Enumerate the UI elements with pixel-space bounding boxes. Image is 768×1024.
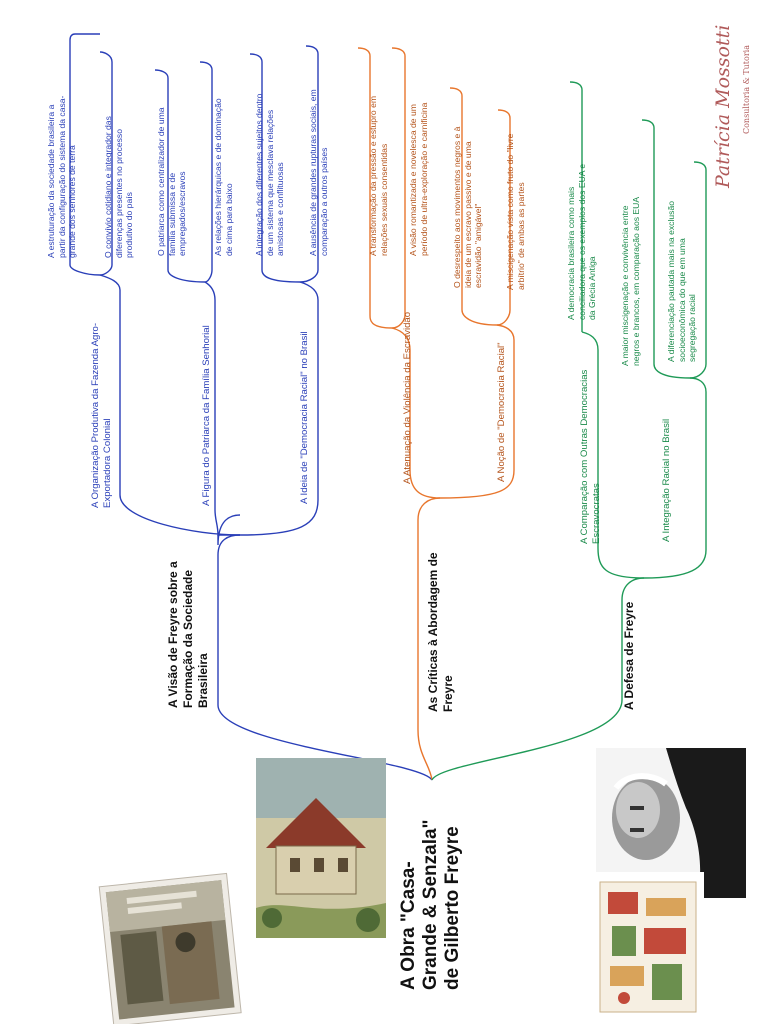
atenuacao-split: [370, 315, 405, 328]
brand-signature: Patrícia Mossotti: [712, 24, 734, 188]
leaf-convivio-cotidiano: O convívio cotidiano e integrador das diferenças presentes no processo produtivo do país: [103, 116, 135, 258]
root-title: A Obra "Casa- Grande & Senzala" de Gilberto Freyre: [398, 819, 463, 990]
line-visao-to-organizacao: [100, 275, 240, 535]
line-organizacao-split: [70, 265, 112, 275]
patriarca-split: [168, 270, 212, 282]
sub-atenuacao-violencia: A Atenuação da Violência da Escravidão: [402, 311, 413, 484]
book-cover-image: [88, 868, 248, 1024]
sub-nocao-democracia-racial: A Noção de "Democracia Racial": [496, 342, 507, 482]
branch-criticas-title: As Críticas à Abordagem de Freyre: [426, 552, 455, 712]
leaf-visao-romantizada: A visão romantizada e novelesca de um período de ultra-exploração e carnificina: [408, 102, 429, 256]
democracia-split: [262, 270, 318, 282]
line-criticas-to-atenuacao: [392, 328, 440, 498]
line-visao-hub: [218, 515, 240, 545]
sub-comparacao-democracias: A Comparação com Outras Democracias Escravocratas: [579, 369, 602, 544]
casa-grande-illustration: [594, 872, 704, 1022]
leaf-diferenciacao-socioeconomica: A diferenciação pautada mais na exclusão socioeconômica do que em uma segregação racial: [666, 201, 698, 362]
line-root-to-visao: [218, 535, 432, 780]
colonial-painting-image: [256, 758, 386, 938]
leaf-democracia-conciliadora: A democracia brasileira como mais conciliadora que os exemplos dos EUA e da Grécia Antiga: [566, 163, 598, 320]
leaf-maior-miscigenacao: A maior miscigenação e convivência entre negros e brancos, em comparação aos EUA: [620, 196, 641, 366]
leaf-line-g2: [642, 120, 654, 364]
leaf-line-v4: [200, 62, 212, 270]
leaf-integracao-sujeitos: A integração dos diferentes sujeitos dentro de um sistema que mesclava relações amistosas e conflituosas: [254, 93, 286, 256]
brand-subtitle: Consultoria & Tutoria: [742, 45, 751, 134]
sub-organizacao-produtiva: A Organização Produtiva da Fazenda Agro- Exportadora Colonial: [90, 322, 113, 508]
line-defesa-to-integracao: [644, 378, 706, 578]
leaf-line-o2: [392, 48, 405, 315]
leaf-estruturacao-sociedade: A estruturação da sociedade brasileira a partir da configuração do sistema da casa- grande dos senhores de terra: [46, 95, 78, 258]
nocao-split: [462, 310, 510, 325]
sub-ideia-democracia-racial: A Ideia de "Democracia Racial" no Brasil: [299, 331, 310, 504]
leaf-relacoes-hierarquicas: As relações hierárquicas e de dominação de cima para baixo: [213, 98, 234, 256]
leaf-transformacao-pressao: A transformação da pressão e estupro em relações sexuais consentidas: [368, 95, 389, 256]
integracao-split: [654, 364, 706, 378]
branch-defesa-title: A Defesa de Freyre: [622, 601, 636, 710]
leaf-desrespeito-movimentos: O desrespeito aos movimentos negros e à ideia de um escravo passivo e de uma escravidão "amigável": [452, 126, 484, 288]
branch-visao-title: A Visão de Freyre sobre a Formação da Sociedade Brasileira: [166, 561, 210, 708]
sub-figura-patriarca: A Figura do Patriarca da Família Senhorial: [201, 325, 212, 506]
sub-integracao-racial: A Integração Racial no Brasil: [661, 418, 672, 542]
leaf-patriarca-centralizador: O patriarca como centralizador de uma família submissa e de empregados/escravos: [156, 107, 188, 256]
leaf-miscigenacao-livre-arbitrio: A miscigenação vista como fruto do "livre arbítrio" de ambas as partes: [505, 133, 526, 290]
leaf-ausencia-rupturas: A ausência de grandes rupturas sociais, em comparação a outros países: [308, 89, 329, 256]
